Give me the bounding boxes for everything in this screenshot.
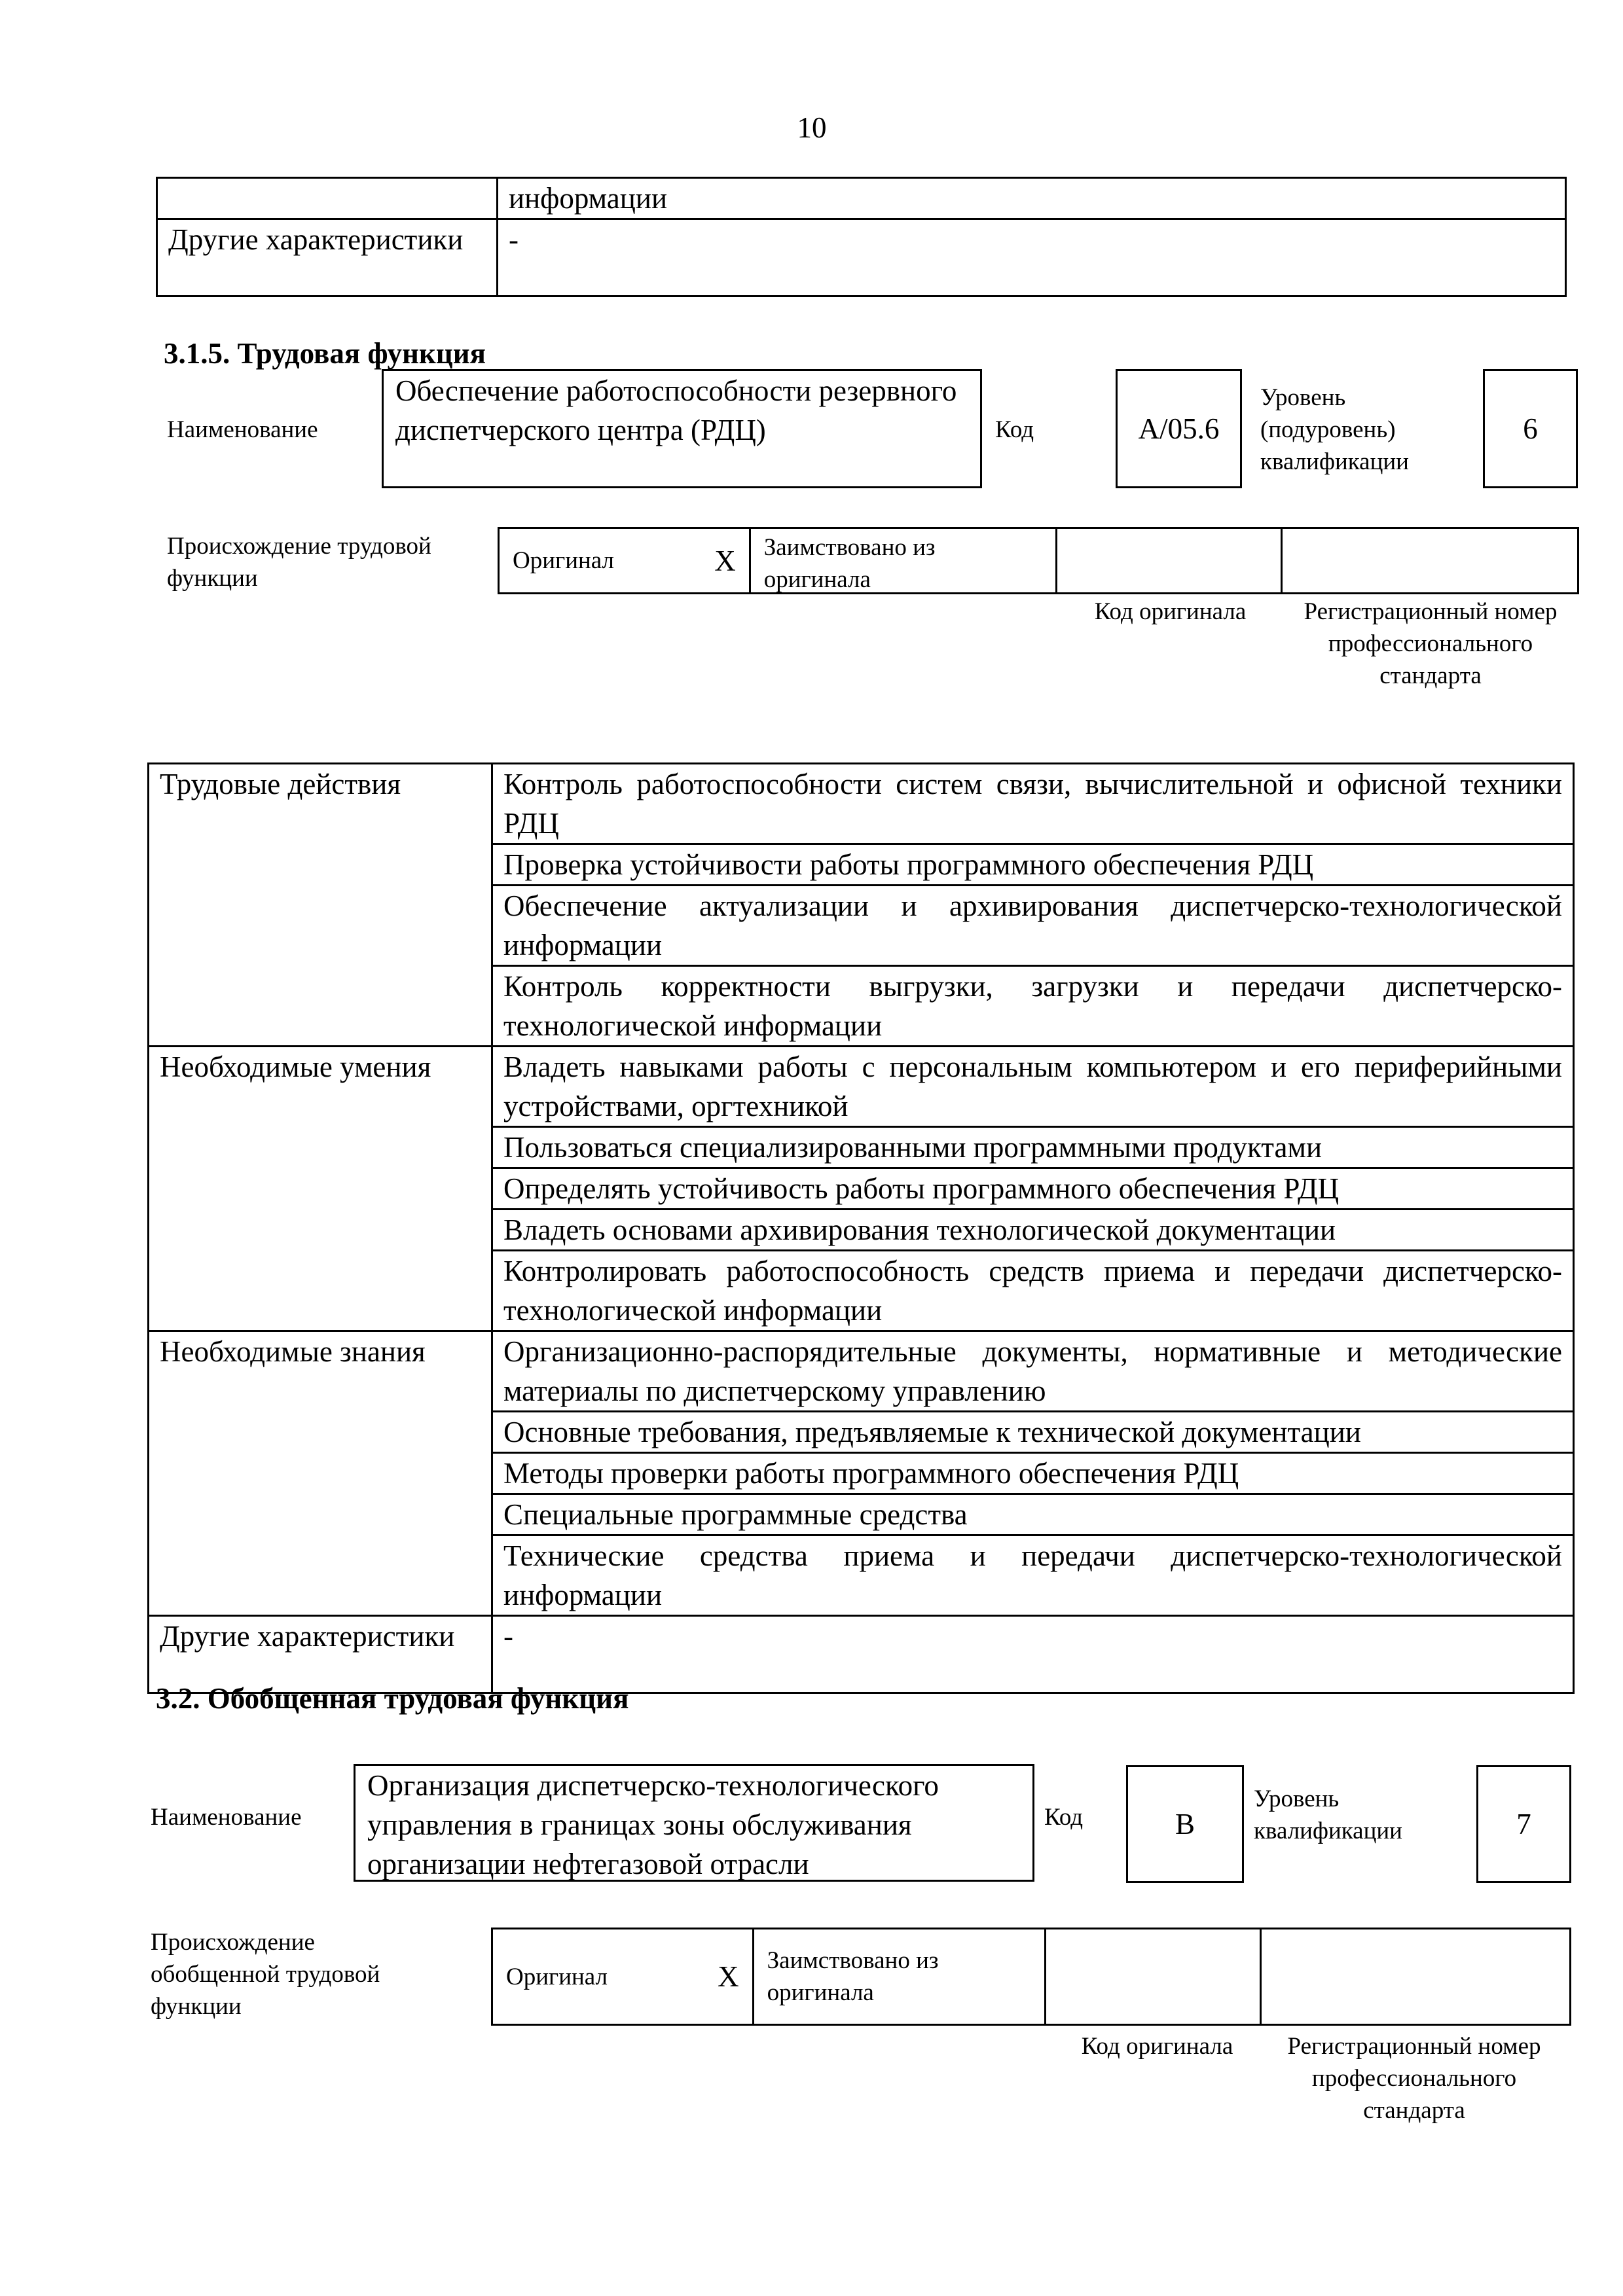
section-315-original-mark: X [714,544,736,577]
group-label-other: Другие характеристики [149,1616,492,1693]
top-table [156,177,1567,297]
section-315-reg-number-cell [1283,529,1577,592]
section-315-code-original-cell [1057,529,1283,592]
section-32-level-box [1476,1765,1571,1883]
section-315-borrowed-cell [751,529,1057,592]
section-32-origin-label: Происхождение обобщенной трудовой функции [151,1929,380,2020]
section-32-code-label: Код [1044,1804,1084,1831]
section-315-level-box [1483,369,1578,488]
section-315-code-label: Код [995,416,1034,443]
list-item: - [492,1616,1574,1693]
top-table-empty-cell [157,178,498,219]
list-item: Основные требования, предъявляемые к технической документации [492,1412,1574,1453]
section-315-original-cell [500,529,751,592]
top-table-row2-label: Другие характеристики [157,219,498,296]
section-315-name-box [382,369,982,488]
section-315-borrowed-label: Заимствовано из оригинала [763,534,936,593]
section-32-code-value: B [1175,1808,1195,1840]
list-item: Технические средства приема и передачи диспетчерско-технологической информации [492,1535,1574,1616]
section-32-name-box [354,1764,1034,1882]
section-32-heading: 3.2. Обобщенная трудовая функция [156,1682,629,1715]
section-315-heading: 3.1.5. Трудовая функция [164,337,486,370]
section-315-name-value: Обеспечение работоспособности резервного диспетчерского центра (РДЦ) [395,374,957,446]
top-table-row1-value: информации [498,178,1566,219]
section-32-code-box [1126,1765,1244,1883]
section-315-code-box [1116,369,1242,488]
list-item: Организационно-распорядительные документы, нормативные и методические материалы по диспетчерскому управлению [492,1331,1574,1412]
main-table [147,762,1575,1694]
section-32-code-original-cell [1046,1929,1262,2024]
section-32-level-label: Уровень квалификации [1254,1785,1402,1844]
group-label-knowledge: Необходимые знания [149,1331,492,1616]
list-item: Владеть основами архивирования технологической документации [492,1210,1574,1251]
list-item: Контролировать работоспособность средств приема и передачи диспетчерско-технологической информации [492,1251,1574,1331]
section-315-level-label: Уровень (подуровень) квалификации [1260,384,1409,475]
table-row [149,1331,1574,1412]
top-table-row2-value: - [498,219,1566,296]
list-item: Специальные программные средства [492,1494,1574,1535]
section-315-reg-number-label: Регистрационный номер профессионального стандарта [1304,598,1558,689]
section-32-original-cell [493,1929,754,2024]
section-32-original-label: Оригинал [506,1963,608,1990]
table-row [149,1047,1574,1127]
section-315-code-value: А/05.6 [1138,412,1220,445]
list-item: Обеспечение актуализации и архивирования диспетчерско-технологической информации [492,886,1574,966]
list-item: Контроль работоспособности систем связи, вычислительной и офисной техники РДЦ [492,764,1574,844]
list-item: Методы проверки работы программного обеспечения РДЦ [492,1453,1574,1494]
list-item: Контроль корректности выгрузки, загрузки и передачи диспетчерско-технологической информации [492,966,1574,1047]
section-315-level-label-cell [1250,369,1447,488]
table-row [149,764,1574,844]
section-32-reg-number-label: Регистрационный номер профессионального стандарта [1287,2033,1541,2124]
group-label-skills: Необходимые умения [149,1047,492,1331]
section-32-level-value: 7 [1516,1808,1531,1840]
section-32-name-value: Организация диспетчерско-технологического управления в границах зоны обслуживания организации нефтегазовой отрасли [367,1769,939,1880]
section-315-level-value: 6 [1523,412,1538,445]
page-number: 10 [797,111,827,144]
section-32-reg-number-cell [1262,1929,1569,2024]
list-item: Пользоваться специализированными программными продуктами [492,1127,1574,1168]
section-32-borrowed-cell [754,1929,1046,2024]
section-315-origin-table [498,527,1579,594]
section-32-original-mark: X [718,1960,739,1993]
list-item: Проверка устойчивости работы программного обеспечения РДЦ [492,844,1574,886]
section-315-original-label: Оригинал [513,547,615,574]
list-item: Владеть навыками работы с персональным компьютером и его периферийными устройствами, оргтехникой [492,1047,1574,1127]
section-315-code-original-label: Код оригинала [1094,598,1247,625]
section-32-name-label: Наименование [151,1804,302,1831]
group-label-actions: Трудовые действия [149,764,492,1047]
section-32-borrowed-label: Заимствовано из оригинала [767,1947,939,2006]
section-32-code-original-label: Код оригинала [1081,2033,1233,2060]
section-315-name-label: Наименование [167,416,318,443]
list-item: Определять устойчивость работы программного обеспечения РДЦ [492,1168,1574,1210]
section-32-origin-table [491,1928,1571,2026]
section-315-origin-label: Происхождение трудовой функции [167,533,431,592]
